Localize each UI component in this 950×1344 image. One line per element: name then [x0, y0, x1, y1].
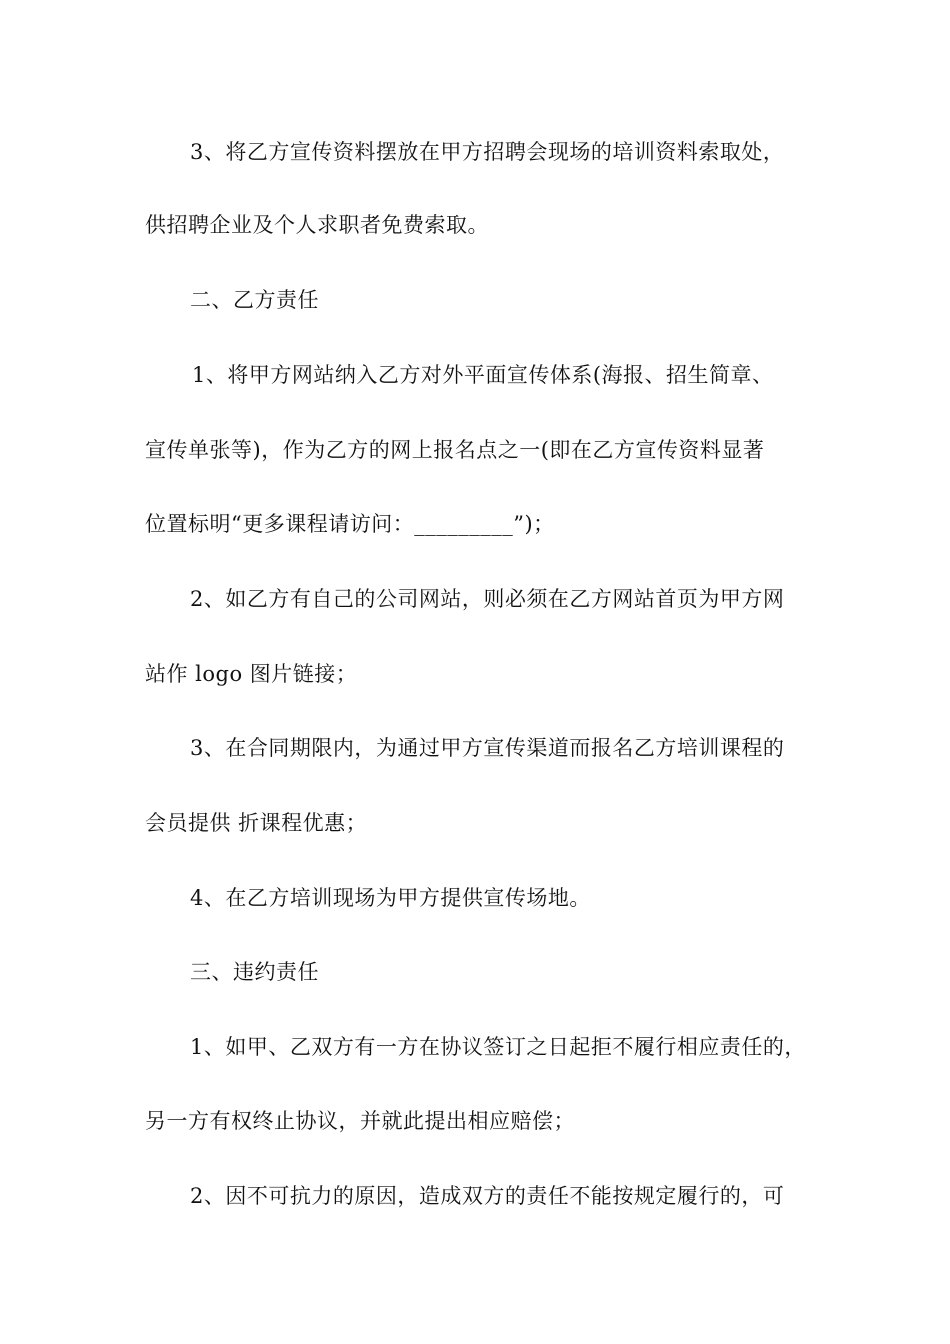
section-heading: 三、违约责任: [190, 960, 319, 984]
clause-line: 位置标明“更多课程请访问：_________”)；: [145, 512, 555, 536]
section-heading: 二、乙方责任: [190, 288, 319, 312]
clause-line: 另一方有权终止协议，并就此提出相应赔偿；: [145, 1109, 575, 1133]
clause-line: 1、如甲、乙双方有一方在协议签订之日起拒不履行相应责任的，: [190, 1035, 806, 1059]
clause-line: 1、将甲方网站纳入乙方对外平面宣传体系(海报、招生简章、: [192, 363, 774, 387]
clause-line: 2、因不可抗力的原因，造成双方的责任不能按规定履行的，可: [190, 1184, 785, 1208]
clause-line: 2、如乙方有自己的公司网站，则必须在乙方网站首页为甲方网: [190, 587, 785, 611]
clause-line: 3、将乙方宣传资料摆放在甲方招聘会现场的培训资料索取处，: [190, 140, 785, 164]
clause-line: 4、在乙方培训现场为甲方提供宣传场地。: [190, 886, 591, 910]
clause-line: 3、在合同期限内，为通过甲方宣传渠道而报名乙方培训课程的: [190, 736, 785, 760]
clause-line: 供招聘企业及个人求职者免费索取。: [145, 213, 489, 237]
clause-line: 宣传单张等)，作为乙方的网上报名点之一(即在乙方宣传资料显著: [145, 438, 765, 462]
clause-line: 站作 logo 图片链接；: [145, 662, 358, 686]
clause-line: 会员提供 折课程优惠；: [145, 811, 368, 835]
